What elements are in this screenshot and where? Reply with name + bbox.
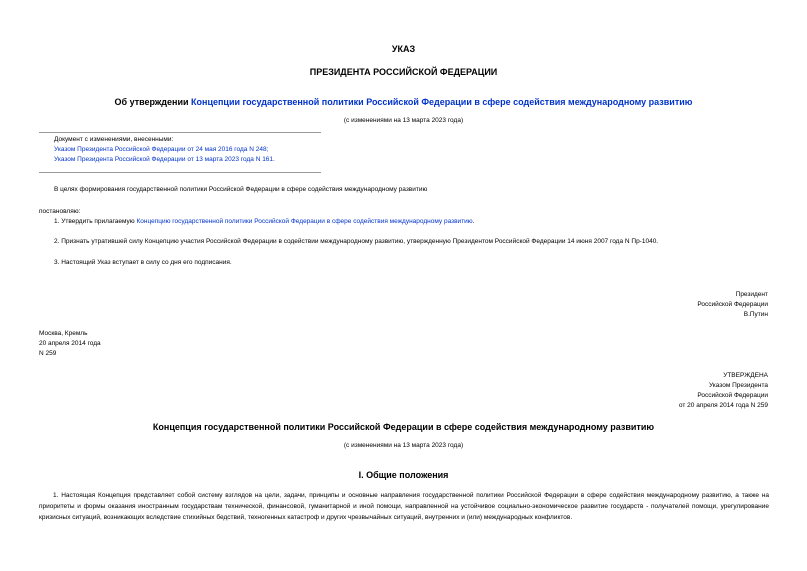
concept-link[interactable]: Концепцию государственной политики Российской Федерации в сфере содействия международному развитию xyxy=(136,218,473,225)
approval-stamp: УТВЕРЖДЕНА xyxy=(723,372,768,379)
decree-item-3: 3. Настоящий Указ вступает в силу со дня его подписания. xyxy=(54,259,232,266)
concept-link[interactable]: Концепции государственной политики Российской Федерации в сфере содействия международному развитию xyxy=(191,97,693,107)
change-link[interactable]: Указом Президента Российской Федерации от 13 марта 2023 года N 161. xyxy=(54,156,275,163)
item-1-prefix: 1. Утвердить прилагаемую xyxy=(54,218,137,225)
decree-item-1 xyxy=(54,218,475,225)
preamble: В целях формирования государственной политики Российской Федерации в сфере содействия международному развитию xyxy=(54,186,428,193)
decree-item-2: 2. Признать утратившей силу Концепцию участия Российской Федерации в содействии международному развитию, утвержденную Президентом Российской Федерации 14 июня 2007 года N Пр-1040. xyxy=(54,238,659,245)
changes-top-rule xyxy=(39,132,321,133)
approval-date: от 20 апреля 2014 года N 259 xyxy=(678,402,768,409)
approval-country: Российской Федерации xyxy=(697,392,768,399)
concept-paragraph-1: 1. Настоящая Концепция представляет собой систему взглядов на цели, задачи, принципы и основные направления государственной политики Российской Федерации в сфере содействия международному развитию, а также на приоритеты и формы оказания иностранным государствам технической, финансовой, гуманитарной и иной помощи, направленной на устойчивое социально-экономическое развитие государств - получателей помощи, урегулирование кризисных ситуаций, возникающих вследствие стихийных бедствий, техногенных катастроф и других чрезвычайных ситуаций, внутренних и (или) международных конфликтов. xyxy=(39,492,769,521)
concept-title: Концепция государственной политики Российской Федерации в сфере содействия международному развитию xyxy=(152,422,655,432)
signature-country: Российской Федерации xyxy=(697,301,768,308)
section-title: I. Общие положения xyxy=(358,470,449,480)
decree-heading: УКАЗ xyxy=(391,44,416,54)
approval-by: Указом Президента xyxy=(708,382,768,389)
decree-number: N 259 xyxy=(39,350,57,357)
item-1-suffix: . xyxy=(472,218,475,225)
signature-name: В.Путин xyxy=(743,311,768,318)
signing-place: Москва, Кремль xyxy=(39,330,88,337)
changes-bottom-rule xyxy=(39,172,321,173)
decree-title-prefix: Об утверждении xyxy=(114,97,192,107)
decree-title xyxy=(0,97,807,107)
signature-title: Президент xyxy=(735,291,768,298)
resolved-label: постановляю: xyxy=(39,208,81,215)
amendments-note: (с изменениями на 13 марта 2023 года) xyxy=(343,117,464,124)
concept-amendments-note: (с изменениями на 13 марта 2023 года) xyxy=(343,442,464,449)
change-link[interactable]: Указом Президента Российской Федерации от 24 мая 2016 года N 248; xyxy=(54,146,269,153)
changes-header: Документ с изменениями, внесенными: xyxy=(54,136,174,143)
signing-date: 20 апреля 2014 года xyxy=(39,340,101,347)
decree-issuer: ПРЕЗИДЕНТА РОССИЙСКОЙ ФЕДЕРАЦИИ xyxy=(309,67,498,77)
